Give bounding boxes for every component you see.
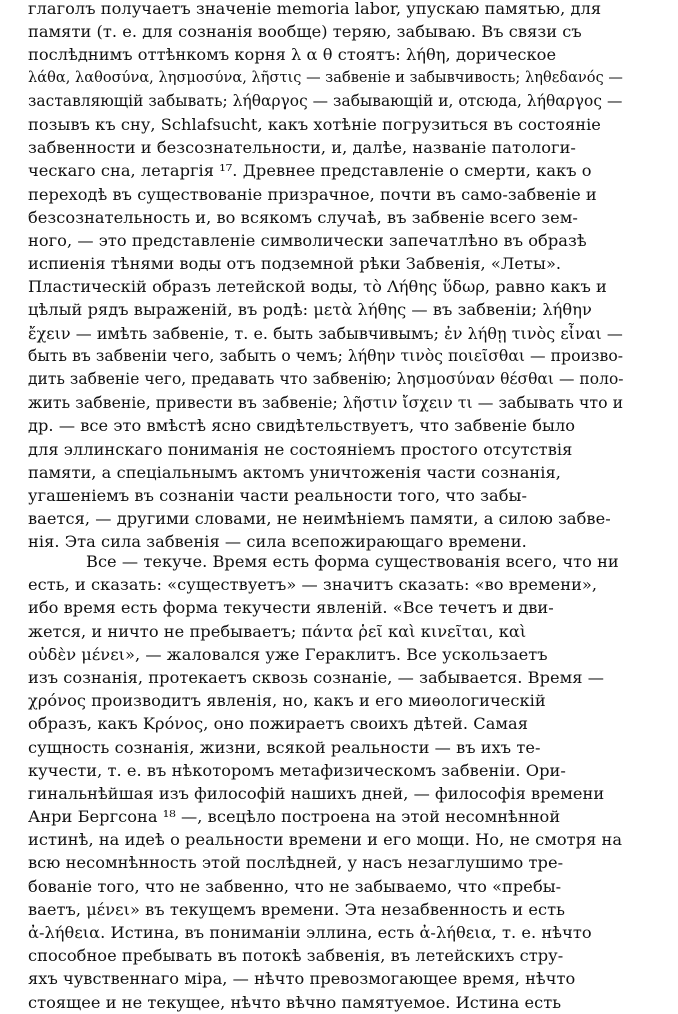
text-line: др. — все это вмѣстѣ ясно свидѣтельствуетъ, что забвеніе было <box>28 416 576 436</box>
text-line: угашеніемъ въ сознаніи части реальности того, что забы- <box>28 485 527 505</box>
text-line: гинальнѣйшая изъ философій нашихъ дней, — философія времени <box>28 783 605 803</box>
text-line: λάθα, λαθοσύνα, λησμοσύνα, λῆστις — забвеніе и забывчивость; ληθεδανός — <box>28 69 623 86</box>
text-line: Пластическій образъ летейской воды, τὸ Λήθης ὕδωρ, равно какъ и <box>28 277 607 297</box>
text-line: дить забвеніе чего, предавать что забвенію; λησμοσύναν θέσθαι — поло- <box>28 370 624 388</box>
text-line: яхъ чувственнаго міра, — нѣчто превозмогающее время, нѣчто <box>28 969 576 989</box>
text-line: изъ сознанія, протекаетъ сквозь сознаніе, — забывается. Время — <box>28 667 604 687</box>
text-line: памяти, а спеціальнымъ актомъ уничтоженія части сознанія, <box>28 462 561 482</box>
text-line: послѣднимъ оттѣнкомъ корня λ α θ стоятъ: λήθη, дорическое <box>28 45 557 65</box>
text-line: позывъ къ сну, Schlafsucht, какъ хотѣніе погрузиться въ состояніе <box>28 114 601 134</box>
text-line: ἀ-λήθεια. Истина, въ пониманіи эллина, есть ἀ-λήθεια, т. е. нѣчто <box>28 923 592 942</box>
text-line: для эллинскаго пониманія не состояніемъ простого отсутствія <box>28 439 573 459</box>
text-line: есть, и сказать: «существуетъ» — значитъ сказать: «во времени», <box>28 575 598 595</box>
text-line: способное пребывать въ потокѣ забвенія, въ летейскихъ стру- <box>28 946 564 966</box>
text-line: ческаго сна, летаргія ¹⁷. Древнее представленіе о смерти, какъ о <box>28 161 592 181</box>
text-line: нія. Эта сила забвенія — сила всепожирающаго времени. <box>28 532 527 552</box>
text-line: вается, — другими словами, не неимѣніемъ памяти, а силою забве- <box>28 509 611 529</box>
paragraph-2 <box>28 550 626 1014</box>
text-line: ного, — это представленіе символически запечатлѣно въ образѣ <box>28 230 587 250</box>
text-line: ибо время есть форма текучести явленій. «Все течетъ и дви- <box>28 598 554 618</box>
text-line: заставляющій забывать; λήθαργος — забывающій и, отсюда, λήθαργος — <box>28 91 623 110</box>
text-line: забвенности и безсознательности, и, далѣе, названіе патологи- <box>28 138 576 158</box>
text-line: истинѣ, на идеѣ о реальности времени и его мощи. Но, не смотря на <box>28 830 623 850</box>
text-line: жется, и ничто не пребываетъ; πάντα ῥεῖ καὶ κινεῖται, καὶ <box>28 621 527 641</box>
text-line: всю несомнѣнность этой послѣдней, у насъ незаглушимо тре- <box>28 853 564 873</box>
text-line: памяти (т. е. для сознанія вообще) теряю, забываю. Въ связи съ <box>28 22 582 42</box>
text-line: οὐδὲν μένει», — жаловался уже Гераклитъ. Все ускользаетъ <box>28 644 548 664</box>
text-line: Все — текуче. Время есть форма существованія всего, что ни <box>86 552 619 571</box>
text-line: χρόνος производитъ явленія, но, какъ и его миѳологическій <box>28 691 546 711</box>
text-line: ваетъ, μένει» въ текущемъ времени. Эта незабвенность и есть <box>28 899 565 919</box>
text-line: сущность сознанія, жизни, всякой реальности — въ ихъ те- <box>28 737 541 757</box>
text-line: испиенія тѣнями воды отъ подземной рѣки Забвенія, «Леты». <box>28 254 562 274</box>
text-line: образъ, какъ Κρόνος, оно пожираетъ своихъ дѣтей. Самая <box>28 714 529 734</box>
text-line: жить забвеніе, привести въ забвеніе; λῆστιν ἴσχειν τι — забывать что и <box>28 393 624 413</box>
text-line: глаголъ получаетъ значеніе memoria labor, упускаю памятью, для <box>28 0 602 18</box>
text-line: быть въ забвеніи чего, забыть о чемъ; λήθην τινὸς ποιεῖσθαι — произво- <box>28 346 624 365</box>
text-line: переходѣ въ существованіе призрачное, почти въ само-забвеніе и <box>28 184 597 204</box>
text-line: ἔχειν — имѣть забвеніе, т. е. быть забывчивымъ; ἐν λήθῃ τινὸς εἶναι — <box>28 323 623 343</box>
paragraph-1 <box>28 0 626 554</box>
text-line: кучести, т. е. въ нѣкоторомъ метафизическомъ забвеніи. Ори- <box>28 760 566 780</box>
text-line: цѣлый рядъ выраженій, въ родѣ: μετὰ λήθης — въ забвеніи; λήθην <box>28 300 592 320</box>
text-line: бованіе того, что не забвенно, что не забываемо, что «пребы- <box>28 876 562 896</box>
text-line: стоящее и не текущее, нѣчто вѣчно памятуемое. Истина есть <box>28 992 562 1012</box>
text-line: безсознательность и, во всякомъ случаѣ, въ забвеніе всего зем- <box>28 207 578 227</box>
text-line: Анри Бергсона ¹⁸ —, всецѣло построена на этой несомнѣнной <box>28 807 561 827</box>
